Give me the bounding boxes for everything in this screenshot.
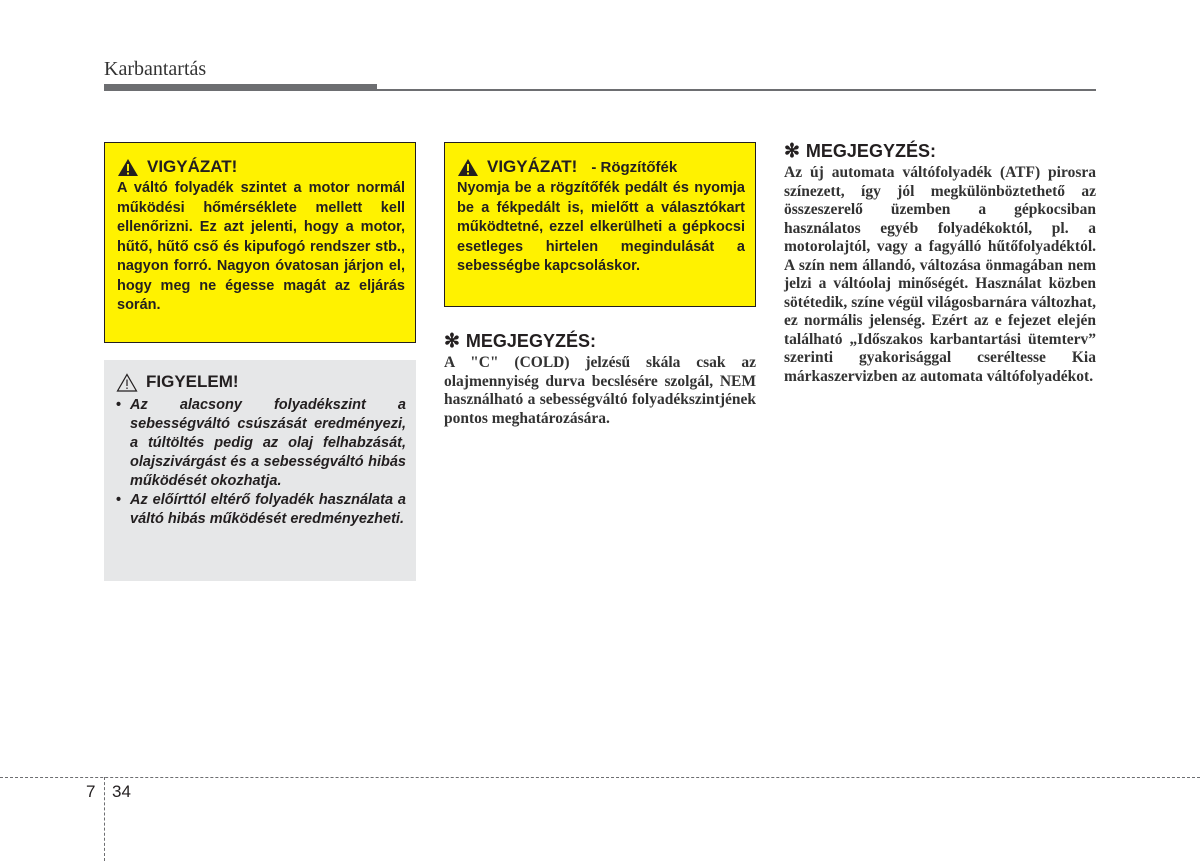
page-number: 34 [112,782,131,801]
warning-box-header [457,157,745,177]
warning-box-fluid-temperature [104,142,416,343]
caution-list-item: • Az előírttól eltérő folyadék használata a váltó hibás működését eredményezheti. [116,491,406,529]
caution-box-header [116,372,406,392]
header-rule-thick [104,84,377,91]
note-atf-color [784,140,1096,386]
note-title: MEGJEGYZÉS: [805,141,936,161]
note-text: A "C" (COLD) jelzésű skála csak az olajmennyiség durva becslésére szolgál, NEM használható a sebességváltó folyadékszintjének pontos meghatározására. [444,354,756,427]
chapter-number: 7 [86,782,96,801]
warning-triangle-icon [117,158,139,177]
warning-triangle-icon [457,158,479,177]
star-icon: ✻ [444,331,460,352]
caution-box-title: FIGYELEM! [146,372,239,391]
note-header [784,140,1096,163]
caution-box-fluid-level [104,360,416,581]
caution-list [116,396,406,529]
warning-box-title: VIGYÁZAT! [147,157,238,176]
footer-divider [0,777,1200,778]
caution-triangle-icon [116,373,138,392]
header-rule-thin [377,89,1096,91]
note-title: MEGJEGYZÉS: [465,331,596,351]
warning-box-parking-brake [444,142,756,307]
caution-list-item: • Az alacsony folyadékszint a sebességváltó csúszását eredményezi, a túltöltés pedig az olaj felhabzását, olajszivárgást és a sebességváltó hibás működését okozhatja. [116,396,406,491]
section-title: Karbantartás [104,58,207,80]
note-header [444,330,756,353]
warning-box-title: VIGYÁZAT! [487,157,578,176]
note-cold-scale [444,330,756,428]
warning-box-text: Nyomja be a rögzítőfék pedált és nyomja be a fékpedált is, mielőtt a választókart működtetné, ezzel elkerülheti a gépkocsi esetleges hirtelen megindulását a sebességbe kapcsoláskor. [457,180,745,274]
footer-vertical-divider [104,777,105,861]
warning-box-subtitle: - Rögzítőfék [591,158,678,176]
warning-box-text: A váltó folyadék szintet a motor normál működési hőmérséklete mellett kell ellenőrizni. Ez azt jelenti, hogy a motor, hűtő, hűtő cső és kipufogó rendszer stb., nagyon forró. Nagyon óvatosan járjon el, hogy meg ne égesse magát az eljárás során. [117,180,405,313]
warning-box-header [117,157,405,177]
star-icon: ✻ [784,141,800,162]
note-text: Az új automata váltófolyadék (ATF) pirosra színezett, így jól megkülönböztethető az összeszerelő üzemben a gépkocsiban használatos egyéb folyadékoktól, pl. a motorolajtól, vagy a fagyálló hűtőfolyadéktól. A szín nem állandó, változása önmagában nem jelzi a váltóolaj minőségét. Használat közben sötétedik, színe végül világosbarnára változhat, ez normális jelenség. Ezért az e fejezet elején található „Időszakos karbantartási ütemterv” szerinti gyakorisággal cseréltesse Kia márkaszervizben az automata váltófolyadékot. [784,164,1096,385]
